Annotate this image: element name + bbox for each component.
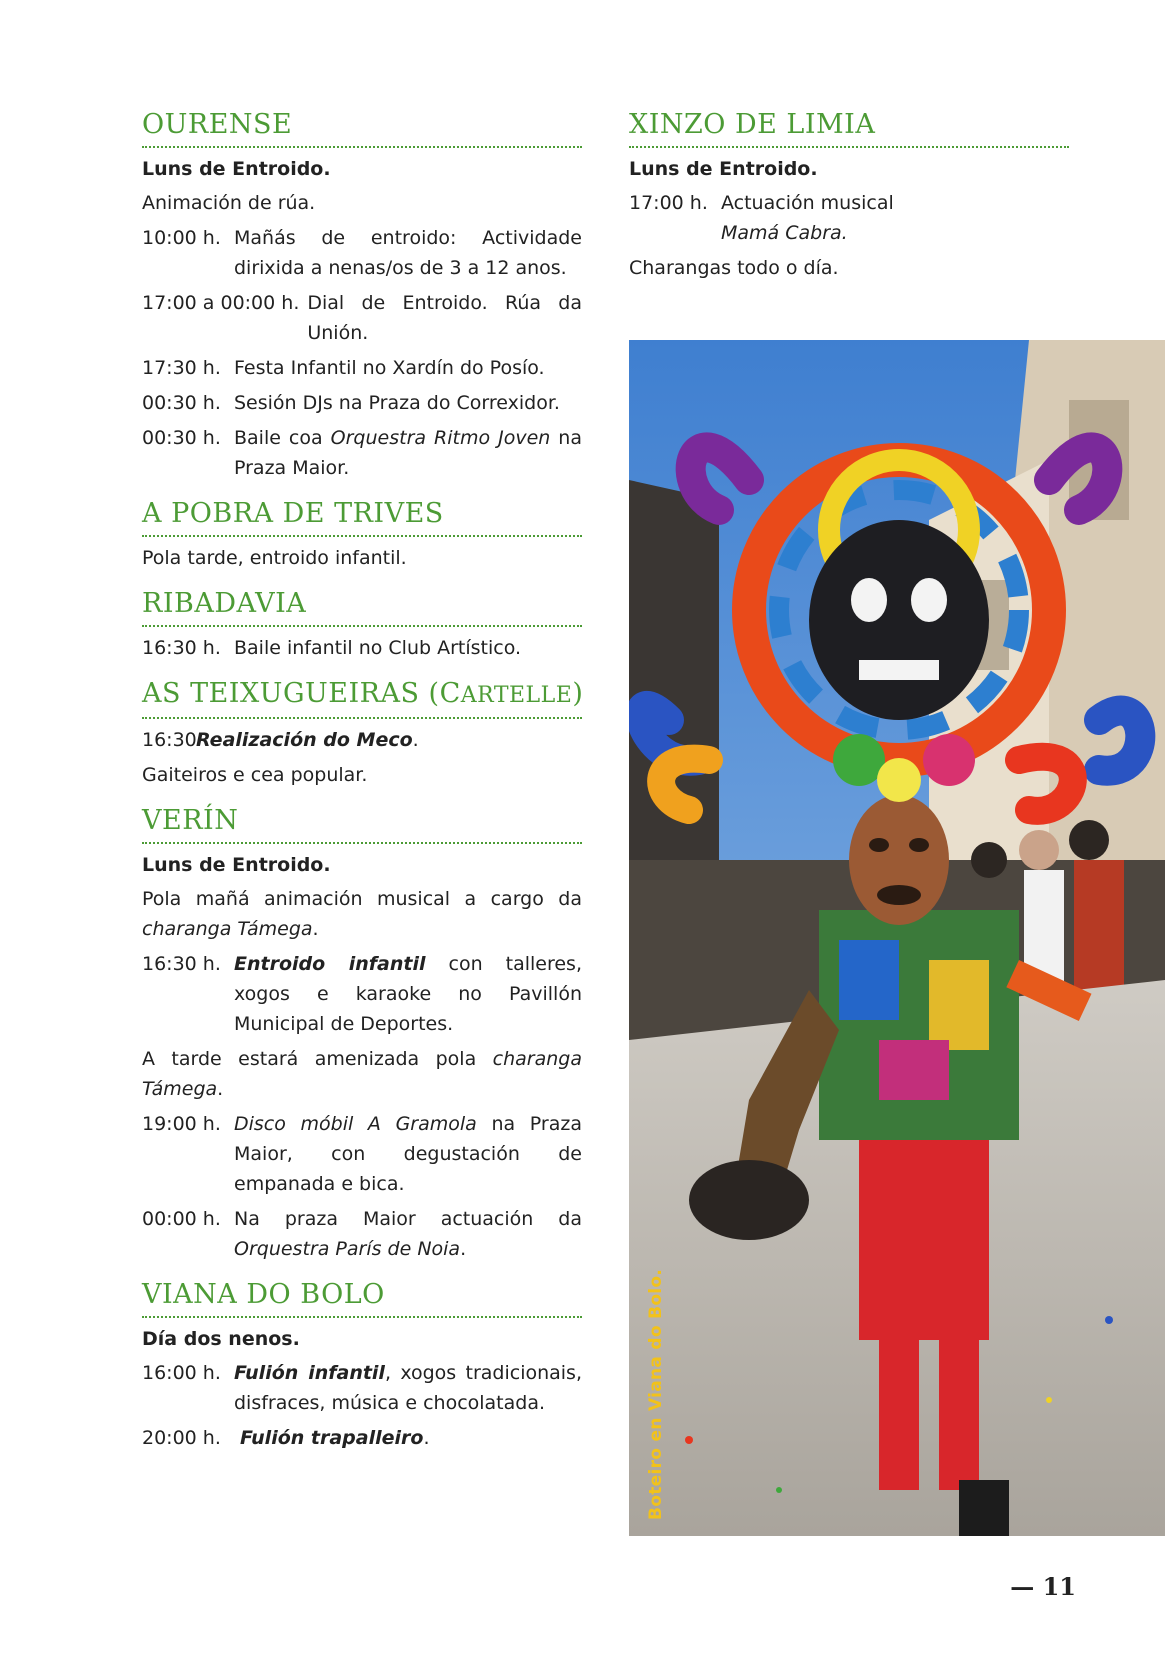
heading-pobra: A POBRA DE TRIVES — [142, 497, 582, 537]
xinzo-text: Charangas todo o día. — [629, 257, 839, 279]
section-xinzo — [629, 108, 1069, 283]
heading-viana: VIANA DO BOLO — [142, 1278, 582, 1318]
viana-day: Día dos nenos. — [142, 1328, 300, 1350]
ourense-intro: Animación de rúa. — [142, 192, 316, 214]
pobra-text: Pola tarde, entroido infantil. — [142, 547, 407, 569]
entry-text: Baile coa — [234, 427, 331, 449]
entry-time: 00:30 h. — [142, 392, 221, 414]
heading-verin: VERÍN — [142, 804, 582, 844]
right-column — [629, 108, 1069, 297]
entry-desc — [721, 188, 1069, 248]
heading-xinzo: XINZO DE LIMIA — [629, 108, 1069, 148]
para-text: A tarde estará amenizada pola — [142, 1048, 493, 1070]
entry-desc — [234, 1358, 582, 1418]
verin-paragraph-1: Pola mañá animación musical a cargo da charanga Támega. — [142, 888, 582, 940]
xinzo-entry-1 — [629, 188, 1069, 248]
heading-text: AS TEIXUGUEIRAS (C — [142, 678, 461, 709]
left-column — [142, 108, 582, 1467]
entry-time: 00:00 h. — [142, 1208, 221, 1230]
entry-desc: Fulión trapalleiro. — [240, 1427, 430, 1449]
entry-desc — [234, 949, 582, 1039]
entry-time: 16:30 — [142, 729, 197, 751]
entry-text: . — [412, 729, 419, 751]
entry-time: 17:30 h. — [142, 357, 221, 379]
page-number: — 11 — [1010, 1572, 1076, 1601]
entry-time: 10:00 h. — [142, 227, 221, 249]
band-name: Mamá Cabra. — [721, 222, 848, 244]
heading-text: ) — [572, 678, 584, 709]
event-name: Fulión trapalleiro — [240, 1427, 424, 1449]
viana-entry-2 — [142, 1423, 582, 1453]
charanga-name: charanga Támega — [142, 1048, 582, 1100]
entry-desc: Baile infantil no Club Artístico. — [234, 637, 522, 659]
entry-time: 17:00 a 00:00 h. — [142, 292, 300, 314]
xinzo-day: Luns de Entroido. — [629, 158, 818, 180]
verin-entry-2 — [142, 1109, 582, 1199]
verin-paragraph-2: A tarde estará amenizada pola charanga Támega. — [142, 1048, 582, 1100]
entry-time: 16:00 h. — [142, 1362, 221, 1384]
ourense-day: Luns de Entroido. — [142, 158, 331, 180]
para-text: Pola mañá animación musical a cargo da — [142, 888, 582, 910]
heading-smallcaps: ARTELLE — [460, 683, 573, 708]
entry-desc: Dial de Entroido. Rúa da Unión. — [307, 292, 582, 344]
entry-time: 00:30 h. — [142, 427, 221, 449]
section-ribadavia — [142, 587, 582, 663]
ourense-entry-4 — [142, 388, 582, 418]
verin-entry-1 — [142, 949, 582, 1039]
entry-time: 17:00 h. — [629, 192, 708, 214]
teixugueiras-entry-1 — [142, 725, 582, 755]
entry-time: 16:30 h. — [142, 953, 221, 975]
orchestra-name: Orquestra París de Noia — [234, 1238, 461, 1260]
ourense-entry-3 — [142, 353, 582, 383]
entry-time: 20:00 h. — [142, 1427, 221, 1449]
entry-text: con talleres, xogos e karaoke no Pavillón Municipal de Deportes. — [234, 953, 582, 1035]
photo-caption: Boteiro en Viana do Bolo. — [646, 1268, 666, 1520]
section-ourense — [142, 108, 582, 483]
entry-time: 19:00 h. — [142, 1113, 221, 1135]
entry-time: 16:30 h. — [142, 637, 221, 659]
event-name: Disco móbil A Gramola — [234, 1113, 477, 1135]
verin-day: Luns de Entroido. — [142, 854, 331, 876]
entry-text: na Praza Maior. — [234, 427, 582, 479]
entry-text: na Praza Maior, con degustación de empanada e bica. — [234, 1113, 582, 1195]
event-name: Entroido infantil — [234, 953, 426, 975]
heading-ourense: OURENSE — [142, 108, 582, 148]
ribadavia-entry-1 — [142, 633, 582, 663]
section-pobra — [142, 497, 582, 573]
verin-entry-3 — [142, 1204, 582, 1264]
entry-text: , xogos tradicionais, disfraces, música e chocolatada. — [234, 1362, 582, 1414]
section-viana — [142, 1278, 582, 1453]
teixugueiras-text: Gaiteiros e cea popular. — [142, 764, 368, 786]
viana-entry-1 — [142, 1358, 582, 1418]
entry-desc — [234, 1109, 582, 1199]
entry-desc: Mañás de entroido: Actividade dirixida a nenas/os de 3 a 12 anos. — [234, 227, 582, 279]
event-name: Realización do Meco — [196, 729, 413, 751]
heading-ribadavia: RIBADAVIA — [142, 587, 582, 627]
entry-desc — [196, 725, 582, 755]
entry-desc: Na praza Maior actuación da Orquestra París de Noia. — [234, 1208, 582, 1260]
entry-text: Na praza Maior actuación da — [234, 1208, 582, 1230]
entry-desc — [234, 423, 582, 483]
ourense-entry-1 — [142, 223, 582, 283]
entry-desc: Sesión DJs na Praza do Correxidor. — [234, 392, 560, 414]
charanga-name: charanga Támega — [142, 918, 313, 940]
entry-desc: Festa Infantil no Xardín do Posío. — [234, 357, 545, 379]
section-verin — [142, 804, 582, 1264]
carnival-mask-photo — [629, 340, 1165, 1536]
heading-teixugueiras — [142, 677, 582, 719]
ourense-entry-2 — [142, 288, 582, 348]
ourense-entry-5 — [142, 423, 582, 483]
orchestra-name: Orquestra Ritmo Joven — [330, 427, 551, 449]
section-teixugueiras — [142, 677, 582, 790]
entry-text: Actuación musical — [721, 192, 894, 214]
event-name: Fulión infantil — [234, 1362, 385, 1384]
